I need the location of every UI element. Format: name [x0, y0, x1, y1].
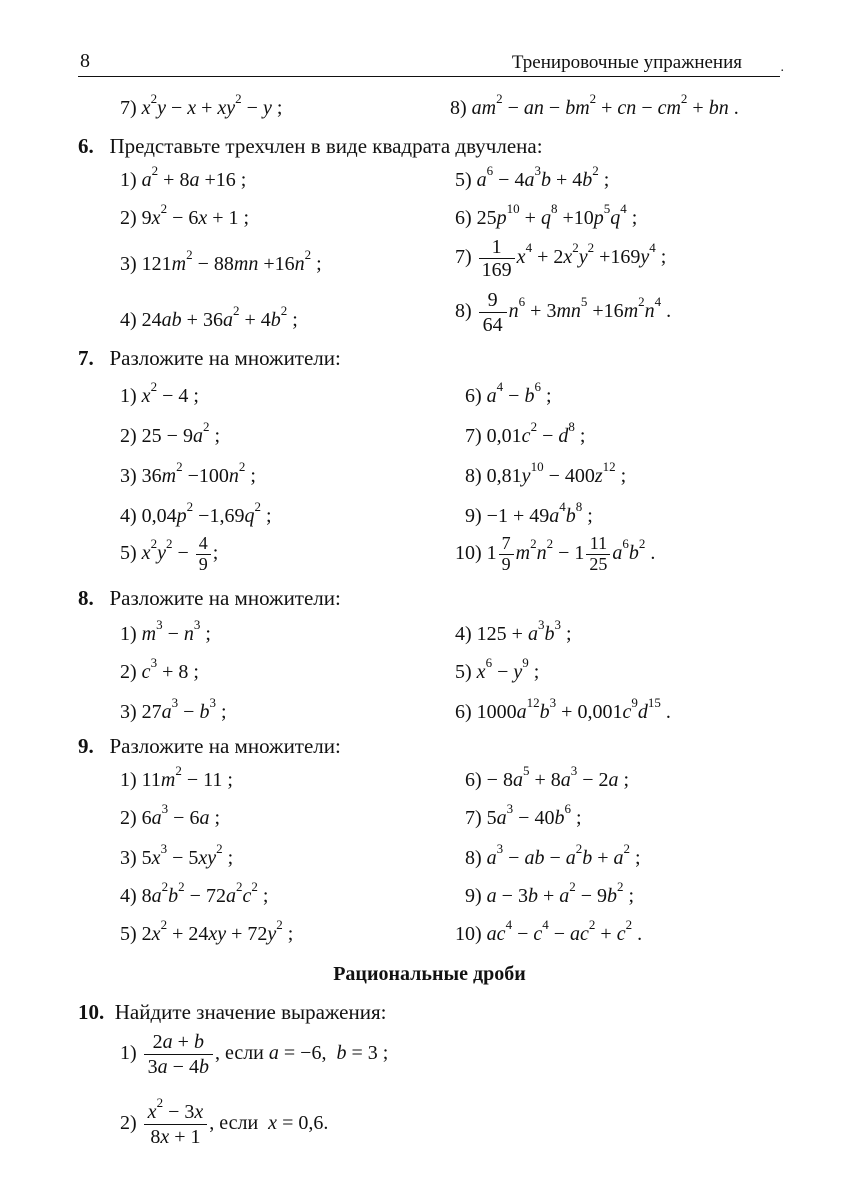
ex8-item-5: 5) $x^6 - y^9$ ;: [455, 655, 540, 683]
running-title: Тренировочные упражнения: [511, 52, 742, 73]
ex7-item-5: 5) $x^2y^2$ − $\frac{4}{9}$ ;: [120, 533, 219, 574]
exercise-9-header: [78, 734, 341, 758]
section-title: Рациональные дроби: [333, 963, 526, 985]
ex8-item-2: 2) $c^3 + 8$ ;: [120, 655, 199, 683]
ex8-item-1: 1) $m^3 - n^3$ ;: [120, 617, 211, 645]
ex9-item-6: $6) - 8a^5 + 8a^3 - 2a$ ;: [465, 763, 630, 791]
exercise-8-prompt: Разложите на множители:: [109, 586, 341, 610]
exercise-10-header: [78, 1000, 386, 1024]
page-number: 8: [80, 50, 90, 72]
exercise-6-header: [78, 134, 543, 158]
top-item-7: 7) $x^2y - x + xy^2 - y$ ;: [120, 91, 283, 119]
ex9-item-2: 2) $6a^3 - 6a$ ;: [120, 801, 221, 829]
ex6-item-5: 5) $a^6 - 4a^3b + 4b^2$ ;: [455, 163, 610, 191]
ex6-item-7: 7) $\frac{1}{169}$ $x^4 + 2x^2y^2 +169y^4$ ;: [455, 236, 667, 281]
exercise-6-prompt: Представьте трехчлен в виде квадрата двучлена:: [109, 134, 543, 158]
ex7-item-10: 10) 1 $\frac{7}{9}$ $m^2n^2 - 1$ $\frac{11}{25}$ $a^6b^2$ .: [455, 533, 656, 574]
ex6-item-6: 6) $25p^{10} + q^8 +10p^5q^4$ ;: [455, 201, 638, 229]
ex8-item-6: 6) $1000a^{12}b^3 + 0,001c^9d^{15}$ .: [455, 695, 671, 723]
ex6-item-1: 1) $a^2 + 8a +16$ ;: [120, 163, 247, 191]
ex6-item-4: 4) $24ab + 36a^2 + 4b^2$ ;: [120, 303, 298, 331]
ex7-item-9: $9) -1 + 49a^4b^8$ ;: [465, 499, 593, 527]
page-header: [78, 50, 784, 77]
ex10-item-1: 1) $\frac{2a + b}{3a - 4b}$ , если a = −6, b = 3 ;: [120, 1031, 389, 1078]
ex9-item-4: 4) $8a^2b^2 - 72a^2c^2$ ;: [120, 879, 269, 907]
ex9-item-7: 7) $5a^3 - 40b^6$ ;: [465, 801, 582, 829]
exercise-7-header: [78, 346, 341, 370]
header-dot: .: [780, 60, 784, 75]
ex9-item-5: 5) $2x^2 + 24xy + 72y^2$ ;: [120, 917, 294, 945]
ex6-item-2: 2) $9x^2 - 6x + 1$ ;: [120, 201, 250, 229]
ex7-item-6: 6) $a^4 - b^6$ ;: [465, 379, 552, 407]
exercise-9-number: 9.: [78, 734, 94, 758]
ex7-item-3: 3) $36m^2 -100n^2$ ;: [120, 459, 256, 487]
top-item-8: 8) $am^2$ − an − $bm^2$ + cn − $cm^2$ + bn .: [450, 91, 739, 119]
ex10-item-2: 2) $\frac{x^2 - 3x}{8x + 1}$ , если x = 0,6.: [120, 1095, 329, 1148]
exercise-8-number: 8.: [78, 586, 94, 610]
ex6-item-3: 3) $121m^2 - 88mn +16n^2$ ;: [120, 247, 322, 275]
exercise-10-number: 10.: [78, 1000, 105, 1024]
ex8-item-3: 3) $27a^3 - b^3$ ;: [120, 695, 227, 723]
ex9-item-1: 1) $11m^2 - 11$ ;: [120, 763, 233, 791]
ex6-item-8: 8) $\frac{9}{64}$ $n^6 + 3mn^5 +16m^2n^4$ .: [455, 289, 672, 336]
ex7-item-2: 2) $25 - 9a^2$ ;: [120, 419, 221, 447]
exercise-9-prompt: Разложите на множители:: [109, 734, 341, 758]
ex7-item-8: 8) $0,81y^{10} - 400z^{12}$ ;: [465, 459, 627, 487]
ex9-item-9: 9) $a - 3b + a^2 - 9b^2$ ;: [465, 879, 635, 907]
exercise-10-prompt: Найдите значение выражения:: [114, 1000, 387, 1024]
ex7-item-7: 7) $0,01c^2 - d^8$ ;: [465, 419, 586, 447]
exercise-7-number: 7.: [78, 346, 94, 370]
ex9-item-10: 10) $ac^4 - c^4 - ac^2 + c^2$ .: [455, 917, 643, 945]
exercise-7-prompt: Разложите на множители:: [109, 346, 341, 370]
ex7-item-4: 4) $0,04p^2 -1,69q^2$ ;: [120, 499, 272, 527]
ex9-item-3: 3) $5x^3 - 5xy^2$ ;: [120, 841, 234, 869]
exercise-8-header: [78, 586, 341, 610]
ex7-item-1: 1) $x^2 - 4$ ;: [120, 379, 199, 407]
exercise-6-number: 6.: [78, 134, 94, 158]
ex9-item-8: 8) $a^3$ − ab − $a^2b + a^2$ ;: [465, 841, 641, 869]
ex8-item-4: 4) $125 + a^3b^3$ ;: [455, 617, 572, 645]
